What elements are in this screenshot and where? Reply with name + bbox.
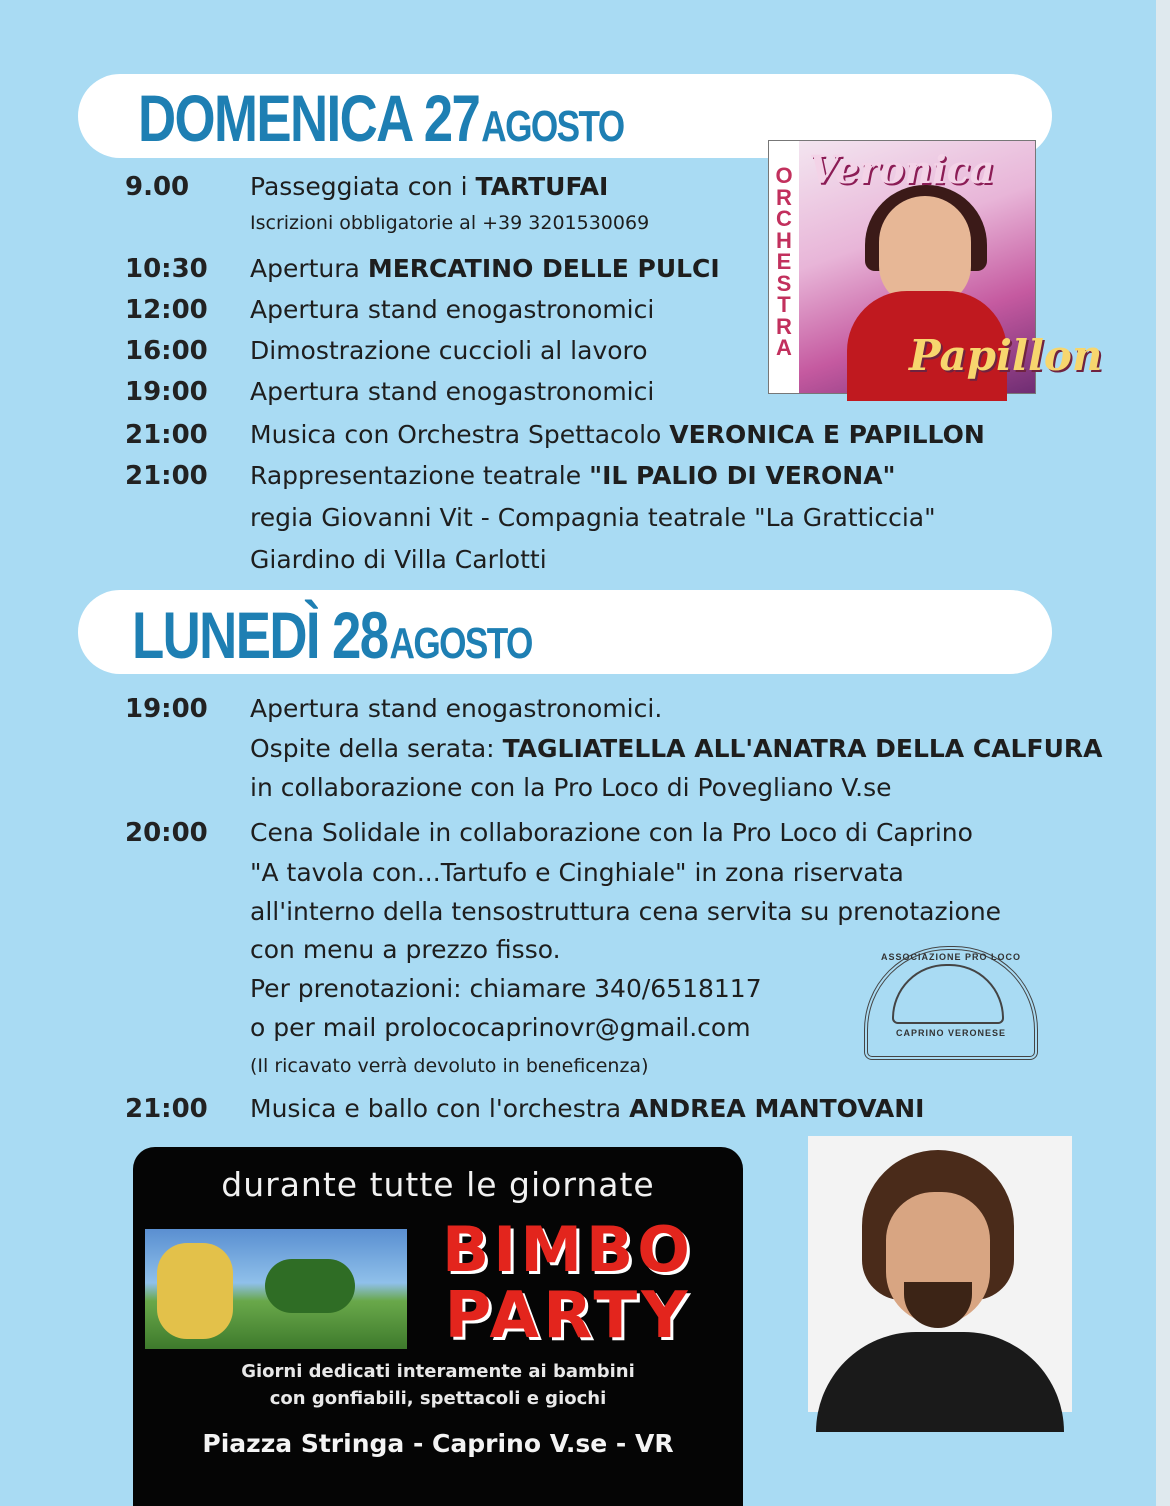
singer-photo [808,1136,1072,1412]
bimbo-party-title [403,1213,733,1353]
schedule-time: 19:00 [125,377,208,407]
schedule-text: in collaborazione con la Pro Loco di Povegliano V.se [250,773,892,802]
schedule-text: Rappresentazione teatrale [250,461,590,490]
schedule-time: 12:00 [125,295,208,325]
schedule-text: Per prenotazioni: chiamare 340/6518117 [250,974,762,1003]
schedule-description [250,935,561,964]
schedule-text: Ospite della serata: [250,734,503,763]
schedule-text: regia Giovanni Vit - Compagnia teatrale "La Gratticcia" [250,503,936,532]
schedule-highlight: TAGLIATELLA ALL'ANATRA DELLA CALFURA [502,734,1103,763]
kids-playground-photo [145,1229,407,1349]
schedule-time: 21:00 [125,461,208,491]
day1-title-day: DOMENICA 27 [138,81,480,155]
page-edge [1156,0,1170,1506]
bimbo-party-panel [133,1147,743,1506]
schedule-time: 16:00 [125,336,208,366]
pro-loco-logo [864,946,1038,1060]
schedule-description [250,336,648,365]
schedule-time: 19:00 [125,694,208,724]
day1-title-month: AGOSTO [481,102,624,151]
schedule-text: Apertura stand enogastronomici [250,377,655,406]
schedule-highlight: ANDREA MANTOVANI [629,1094,925,1123]
day2-title-day: LUNEDÌ 28 [132,598,388,672]
day1-title [138,80,624,156]
schedule-description [250,694,662,723]
schedule-highlight: VERONICA E PAPILLON [669,420,985,449]
stamp-bottom-text: CAPRINO VERONESE [895,1028,1007,1038]
orchestra-photo [768,140,1103,394]
schedule-text: "A tavola con...Tartufo e Cinghiale" in zona riservata [250,858,904,887]
schedule-highlight: MERCATINO DELLE PULCI [367,254,720,283]
schedule-text: all'interno della tensostruttura cena servita su prenotazione [250,897,1002,926]
schedule-description [250,212,649,234]
schedule-description [250,1055,649,1077]
singer-face-shape [879,196,971,306]
schedule-description [250,377,654,406]
schedule-time: 20:00 [125,818,208,848]
schedule-highlight: "IL PALIO DI VERONA" [589,461,896,490]
bimbo-title-line1: BIMBO [442,1213,694,1286]
day2-title-month: AGOSTO [389,619,532,668]
orchestra-title: Veronica [809,147,995,192]
schedule-text: (Il ricavato verrà devoluto in beneficenza) [250,1055,649,1077]
schedule-text: Giardino di Villa Carlotti [250,545,547,574]
schedule-text: con menu a prezzo fisso. [250,935,561,964]
schedule-description [250,172,608,201]
schedule-text: Dimostrazione cuccioli al lavoro [250,336,648,365]
schedule-description [250,254,720,283]
orchestra-subtitle: Papillon [909,331,1103,380]
schedule-description [250,773,892,802]
inflatable-shape [157,1243,233,1339]
schedule-description [250,1013,751,1042]
schedule-highlight: TARTUFAI [475,172,609,201]
schedule-time: 21:00 [125,1094,208,1124]
bimbo-title-line2: PARTY [444,1279,692,1353]
schedule-description [250,897,1001,926]
schedule-description [250,858,904,887]
schedule-text: Apertura stand enogastronomici. [250,694,663,723]
schedule-text: Cena Solidale in collaborazione con la Pro Loco di Caprino [250,818,973,847]
orchestra-side-label [769,141,799,393]
schedule-text: Musica con Orchestra Spettacolo [250,420,670,449]
schedule-time: 10:30 [125,254,208,284]
schedule-text: Musica e ballo con l'orchestra [250,1094,630,1123]
schedule-description [250,734,1102,763]
schedule-text: o per mail prolococaprinovr@gmail.com [250,1013,751,1042]
schedule-description [250,503,936,532]
schedule-text: Iscrizioni obbligatorie al +39 3201530069 [250,212,650,234]
schedule-description [250,461,896,490]
tree-shape [265,1259,355,1313]
kids-place: Piazza Stringa - Caprino V.se - VR [202,1429,674,1458]
singer-beard-shape [904,1282,972,1328]
kids-note-line2: con gonfiabili, spettacoli e giochi [269,1388,607,1409]
schedule-description [250,1094,925,1123]
stamp-ring [892,964,1004,1024]
schedule-description [250,295,654,324]
kids-heading: durante tutte le giornate [221,1165,655,1204]
schedule-description [250,974,762,1003]
schedule-description [250,420,985,449]
schedule-time: 21:00 [125,420,208,450]
stamp-top-text: ASSOCIAZIONE PRO LOCO [880,952,1021,962]
schedule-text: Apertura stand enogastronomici [250,295,655,324]
singer-shirt-shape [816,1332,1064,1432]
schedule-text: Passeggiata con i [250,172,476,201]
schedule-text: Apertura [250,254,368,283]
schedule-description [250,818,973,847]
kids-note-line1: Giorni dedicati interamente ai bambini [241,1361,635,1382]
orchestra-side-text: O R C H E S T R A [775,163,793,360]
schedule-time: 9.00 [125,172,190,202]
day2-title [132,597,532,673]
schedule-description [250,545,547,574]
